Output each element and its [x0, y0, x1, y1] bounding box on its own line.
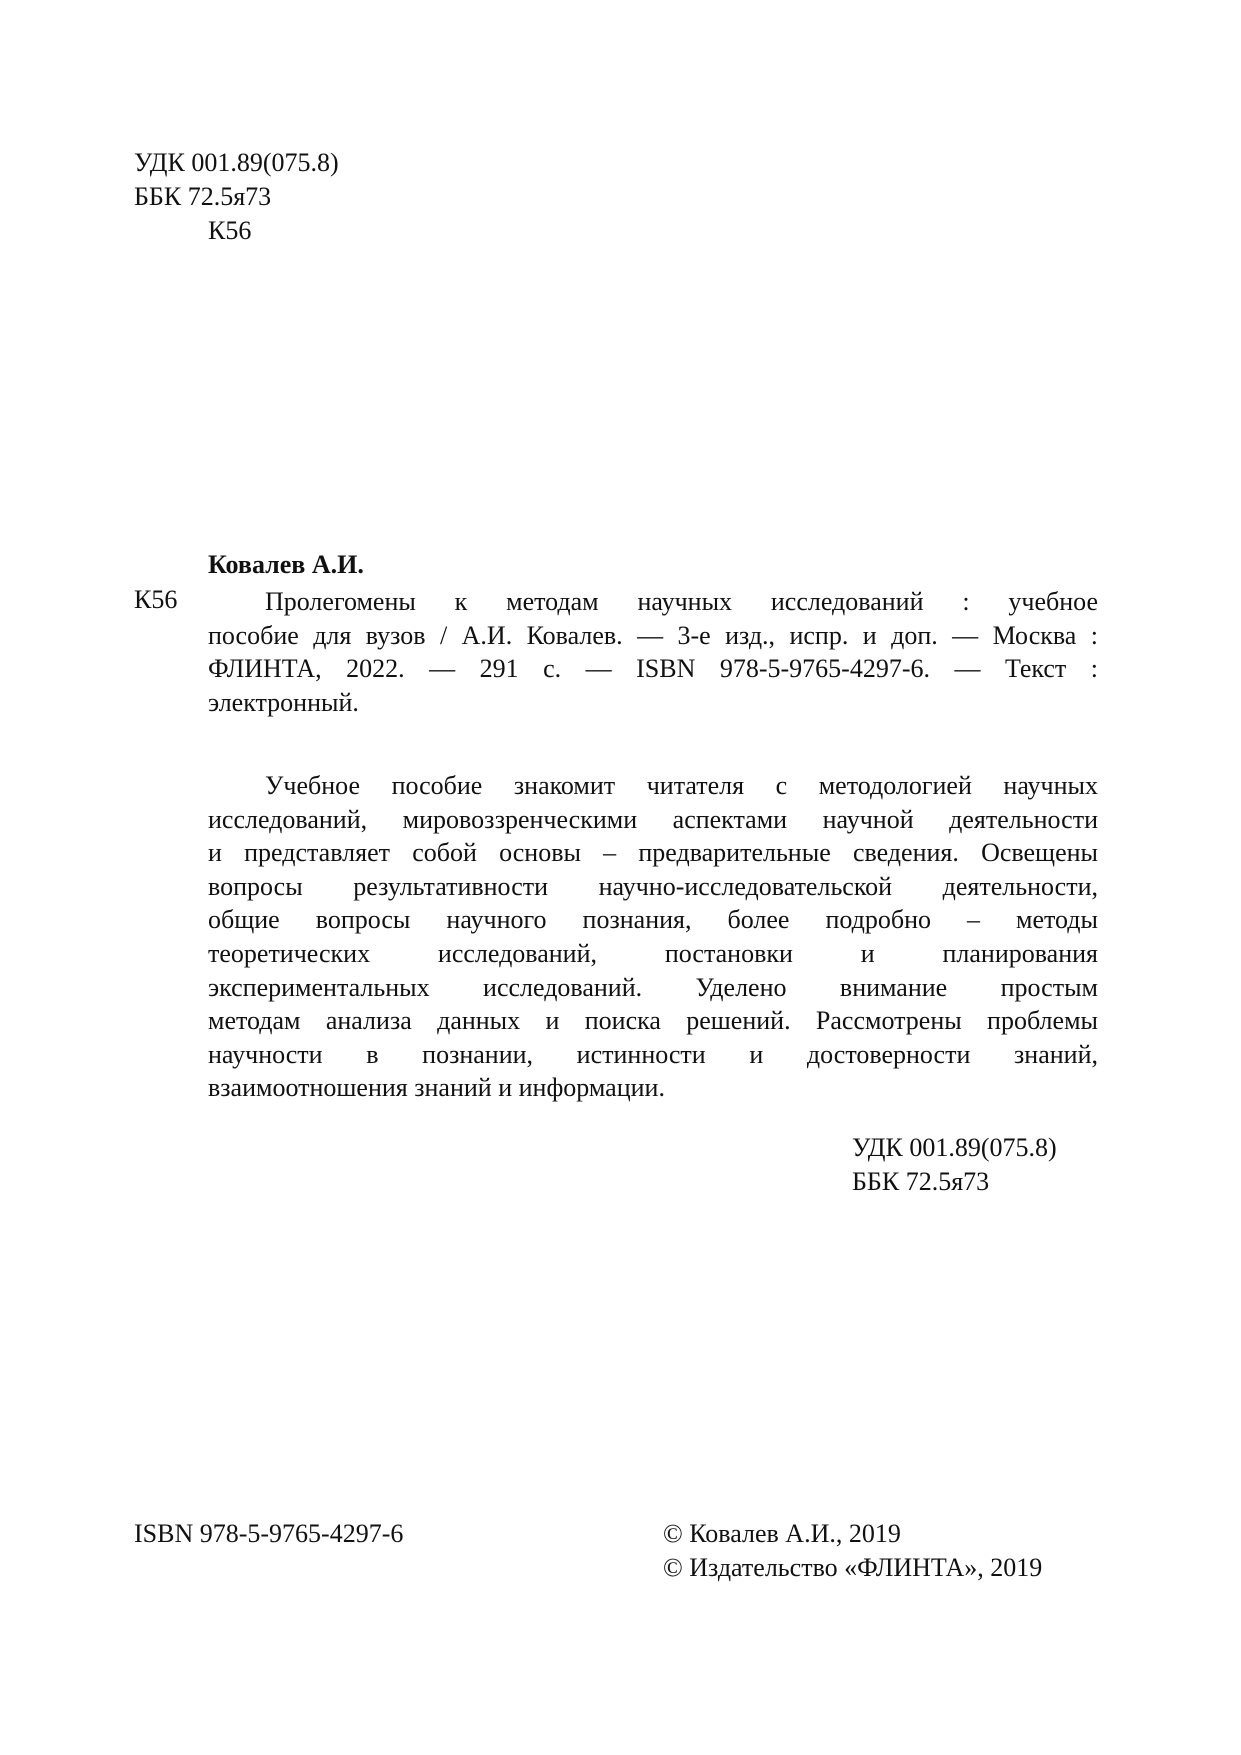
bibliographic-description	[208, 585, 1098, 719]
author-mark-margin: К56	[134, 585, 178, 614]
udk-code: УДК 001.89(075.8)	[852, 1133, 1057, 1162]
copyright-publisher: © Издательство «ФЛИНТА», 2019	[663, 1553, 1043, 1582]
annotation-line: общие вопросы научного познания, более подробно – методы	[208, 905, 1098, 935]
annotation-paragraph	[208, 769, 1098, 1105]
annotation-line: теоретических исследований, постановки и планирования	[208, 938, 1098, 968]
annotation-line: научности в познании, истинности и достоверности знаний,	[208, 1039, 1098, 1069]
annotation-line: вопросы результативности научно-исследовательской деятельности,	[208, 871, 1098, 901]
annotation-line: Учебное пособие знакомит читателя с методологией научных	[265, 771, 1098, 800]
annotation-line: методам анализа данных и поиска решений. Рассмотрены проблемы	[208, 1006, 1098, 1036]
annotation-line: и представляет собой основы – предварительные сведения. Освещены	[208, 838, 1098, 868]
author-name: Ковалев А.И.	[208, 550, 364, 579]
annotation-line: экспериментальных исследований. Уделено внимание простым	[208, 972, 1098, 1002]
bbk-code: ББК 72.5я73	[852, 1167, 990, 1196]
udk-header: УДК 001.89(075.8)	[134, 148, 339, 177]
biblio-line: электронный.	[208, 687, 359, 717]
bbk-header: ББК 72.5я73	[134, 182, 272, 211]
biblio-line: ФЛИНТА, 2022. — 291 с. — ISBN 978-5-9765-4297-6. — Текст :	[208, 654, 1098, 684]
author-mark-header: К56	[208, 216, 252, 245]
copyright-author: © Ковалев А.И., 2019	[663, 1519, 901, 1548]
annotation-line: исследований, мировоззренческими аспектами научной деятельности	[208, 804, 1098, 834]
biblio-line: Пролегомены к методам научных исследований : учебное	[265, 587, 1098, 616]
annotation-line: взаимоотношения знаний и информации.	[208, 1073, 665, 1103]
isbn: ISBN 978-5-9765-4297-6	[134, 1519, 404, 1548]
biblio-line: пособие для вузов / А.И. Ковалев. — 3-е изд., испр. и доп. — Москва :	[208, 620, 1098, 650]
